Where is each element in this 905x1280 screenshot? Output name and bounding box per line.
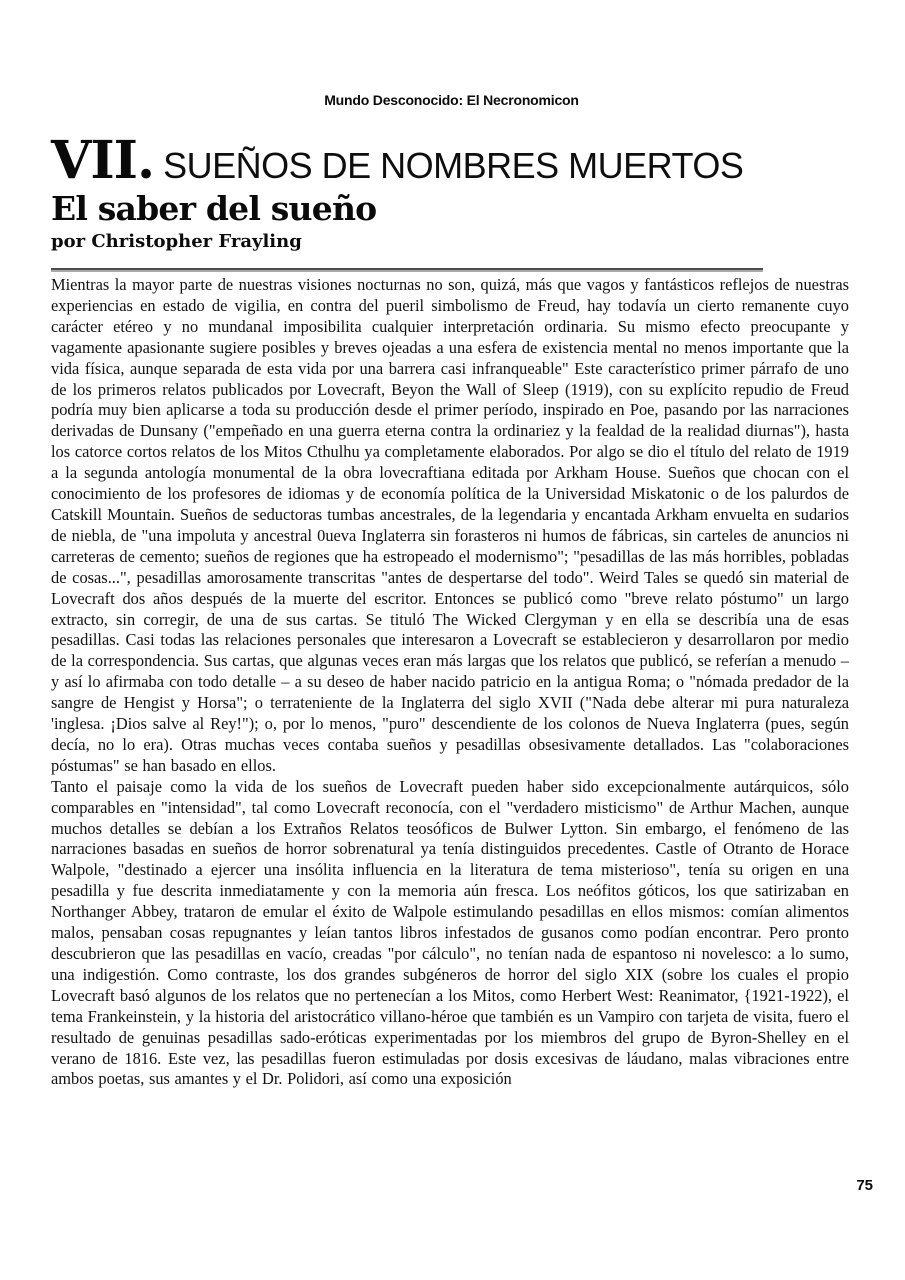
chapter-title: SUEÑOS DE NOMBRES MUERTOS [163, 145, 744, 186]
body-text [51, 275, 849, 1090]
running-header: Mundo Desconocido: El Necronomicon [324, 92, 579, 108]
page-number: 75 [856, 1177, 873, 1194]
section-title: El saber del sueño [51, 189, 377, 228]
body-paragraph: Tanto el paisaje como la vida de los sueños de Lovecraft pueden haber sido excepcionalmente autárquicos, sólo comparables en "intensidad", tal como Lovecraft reconocía, con el "verdadero misticismo" de Arthur Machen, aunque muchos detalles se debían a los Extraños Relatos teosóficos de Bulwer Lytton. Sin embargo, el fenómeno de las narraciones basadas en sueños de horror sobrenatural ya tenía distinguidos precedentes. Castle of Otranto de Horace Walpole, "destinado a ejercer una insólita influencia en la literatura de tema misterioso", tenía su origen en una pesadilla y fue descrita inmediatamente y con la memoria aún fresca. Los neófitos góticos, los que satirizaban en Northanger Abbey, trataron de emular el éxito de Walpole estimulando pesadillas en ellos mismos: comían alimentos malos, pensaban cosas repugnantes y leían tantos libros infestados de gusanos como podían encontrar. Pero pronto descubrieron que las pesadillas en vacío, creadas "por cálculo", no tenían nada de espantoso ni novelesco: a lo sumo, una indigestión. Como contraste, los dos grandes subgéneros de horror del siglo XIX (sobre los cuales el propio Lovecraft basó algunos de los relatos que no pertenecían a los Mitos, como Herbert West: Reanimator, {1921-1922), el tema Frankeinstein, y la historia del aristocrático villano-héroe que también es un Vampiro con tarjeta de visita, fuero el resultado de genuinas pesadillas sado-eróticas experimentadas por los miembros del grupo de Byron-Shelley en el verano de 1816. Este vez, las pesadillas fueron estimuladas por dosis excesivas de láudano, malas vibraciones entre ambos poetas, sus amantes y el Dr. Polidori, así como una exposición [51, 776, 849, 1089]
body-paragraph: Mientras la mayor parte de nuestras visiones nocturnas no son, quizá, más que vagos y fantásticos reflejos de nuestras experiencias en estado de vigilia, en contra del pueril simbolismo de Freud, hay todavía un cierto remanente cuyo carácter etéreo y no mundanal imposibilita cualquier interpretación ordinaria. Su mismo efecto preocupante y vagamente apasionante sugiere posibles y breves ojeadas a una esfera de existencia mental no menos importante que la vida física, aunque separada de esta vida por una barrera casi infranqueable" Este característico primer párrafo de uno de los primeros relatos publicados por Lovecraft, Beyon the Wall of Sleep (1919), con su explícito repudio de Freud podría muy bien aplicarse a toda su producción desde el primer período, inspirado en Poe, pasando por las narraciones derivadas de Dunsany ("empeñado en una guerra eterna contra la ordinariez y la fealdad de la realidad diurnas"), hasta los catorce cortos relatos de los Mitos Cthulhu ya completamente elaborados. Por algo se dio el título del relato de 1919 a la segunda antología monumental de la obra lovecraftiana editada por Arkham House. Sueños que chocan con el conocimiento de los profesores de idiomas y de economía política de la Universidad Miskatonic o de los palurdos de Catskill Mountain. Sueños de seductoras tumbas ancestrales, de la legendaria y encantada Arkham envuelta en sudarios de niebla, de "una impoluta y ancestral 0ueva Inglaterra sin forasteros ni humos de fábricas, sin carteles de anuncios ni carreteras de cemento; sueños de regiones que ha estropeado el modernismo"; "pesadillas de las más horribles, pobladas de cosas...", pesadillas amorosamente transcritas "antes de despertarse del todo". Weird Tales se quedó sin material de Lovecraft dos años después de la muerte del escritor. Entonces se publicó como "breve relato póstumo" un largo extracto, sin corregir, de una de sus cartas. Se tituló The Wicked Clergyman y en ella se describía una de esas pesadillas. Casi todas las relaciones personales que interesaron a Lovecraft se establecieron y desarrollaron por medio de la correspondencia. Sus cartas, que algunas veces eran más largas que los relatos que publicó, se referían a menudo – y así lo afirmaba con todo detalle – a su deseo de haber nacido patricio en la antigua Roma; o "nómada predador de la sangre de Hengist y Horsa"; o terrateniente de la Inglaterra del siglo XVII ("Nada debe alterar mi pura naturaleza 'inglesa. ¡Dios salve al Rey!"); o, por lo menos, "puro" descendiente de los colonos de Nueva Inglaterra (pues, según decía, no lo era). Otras muchas veces contaba sueños y pesadillas obsesivamente detallados. Las "colaboraciones póstumas" se han basado en ellos. [51, 275, 849, 775]
chapter-numeral: VII. [51, 130, 155, 191]
byline: por Christopher Frayling [51, 231, 302, 252]
horizontal-divider [51, 268, 763, 272]
chapter-heading [51, 130, 852, 191]
